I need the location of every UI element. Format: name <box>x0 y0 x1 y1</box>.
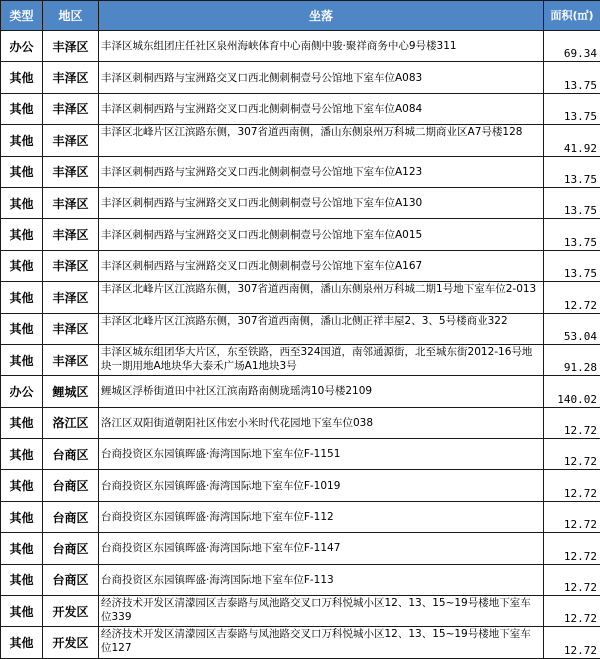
row-size-cell: 69.34 <box>544 31 600 62</box>
row-size-cell: 12.72 <box>544 282 600 313</box>
row-size-cell: 41.92 <box>544 125 600 156</box>
row-address-cell: 经济技术开发区清濛园区吉泰路与凤池路交叉口万科悦城小区12、13、15~19号楼地下室车位127 <box>99 627 544 658</box>
row-area-cell: 开发区 <box>43 627 99 658</box>
row-size-cell: 140.02 <box>544 376 600 407</box>
row-type-cell: 其他 <box>1 439 43 470</box>
row-type-cell: 其他 <box>1 282 43 313</box>
table-row <box>1 62 600 93</box>
header-type: 类型 <box>1 1 43 31</box>
row-size-cell: 12.72 <box>544 596 600 627</box>
row-type-cell: 其他 <box>1 627 43 658</box>
row-address-cell: 台商投资区东园镇晖盛·海湾国际地下室车位F-1019 <box>99 470 544 501</box>
table-row <box>1 533 600 564</box>
table-row <box>1 156 600 187</box>
row-area-cell: 丰泽区 <box>43 93 99 124</box>
row-area-cell: 开发区 <box>43 596 99 627</box>
row-size-cell: 91.28 <box>544 344 600 375</box>
row-area-cell: 丰泽区 <box>43 313 99 344</box>
row-address-cell: 丰泽区城东组团庄任社区泉州海峡体育中心南侧中骏·聚祥商务中心9号楼311 <box>99 31 544 62</box>
table-body <box>1 31 600 659</box>
row-area-cell: 丰泽区 <box>43 344 99 375</box>
row-type-cell: 办公 <box>1 376 43 407</box>
row-address-cell: 丰泽区刺桐西路与宝洲路交叉口西北侧刺桐壹号公馆地下室车位A167 <box>99 250 544 281</box>
row-type-cell: 其他 <box>1 407 43 438</box>
row-type-cell: 其他 <box>1 564 43 595</box>
row-type-cell: 其他 <box>1 533 43 564</box>
row-type-cell: 其他 <box>1 156 43 187</box>
row-area-cell: 丰泽区 <box>43 125 99 156</box>
row-address-cell: 洛江区双阳街道朝阳社区伟宏小米时代花园地下室车位038 <box>99 407 544 438</box>
row-size-cell: 12.72 <box>544 407 600 438</box>
row-size-cell: 12.72 <box>544 470 600 501</box>
row-address-cell: 台商投资区东园镇晖盛·海湾国际地下室车位F-112 <box>99 501 544 532</box>
row-area-cell: 台商区 <box>43 439 99 470</box>
row-size-cell: 12.72 <box>544 564 600 595</box>
table-row <box>1 313 600 344</box>
header-row <box>1 1 600 31</box>
row-size-cell: 12.72 <box>544 533 600 564</box>
row-address-cell: 丰泽区刺桐西路与宝洲路交叉口西北侧刺桐壹号公馆地下室车位A015 <box>99 219 544 250</box>
row-type-cell: 办公 <box>1 31 43 62</box>
table-row <box>1 219 600 250</box>
row-type-cell: 其他 <box>1 250 43 281</box>
row-address-cell: 经济技术开发区清濛园区吉泰路与凤池路交叉口万科悦城小区12、13、15~19号楼地下室车位339 <box>99 596 544 627</box>
header-address: 坐落 <box>99 1 544 31</box>
row-address-cell: 丰泽区刺桐西路与宝洲路交叉口西北侧刺桐壹号公馆地下室车位A084 <box>99 93 544 124</box>
row-area-cell: 台商区 <box>43 501 99 532</box>
row-area-cell: 台商区 <box>43 533 99 564</box>
row-address-cell: 丰泽区北峰片区江滨路东侧，307省道西南侧，潘山东侧泉州万科城二期1号地下室车位2-013 <box>99 282 544 313</box>
row-type-cell: 其他 <box>1 93 43 124</box>
row-size-cell: 13.75 <box>544 250 600 281</box>
row-size-cell: 53.04 <box>544 313 600 344</box>
row-type-cell: 其他 <box>1 219 43 250</box>
table-row <box>1 250 600 281</box>
row-address-cell: 台商投资区东园镇晖盛·海湾国际地下室车位F-113 <box>99 564 544 595</box>
table-row <box>1 407 600 438</box>
row-size-cell: 13.75 <box>544 187 600 218</box>
row-address-cell: 鲤城区浮桥街道田中社区江滨南路南侧珑瑶湾10号楼2109 <box>99 376 544 407</box>
table-row <box>1 470 600 501</box>
row-address-cell: 丰泽区北峰片区江滨路东侧，307省道西南侧，潘山东侧泉州万科城二期商业区A7号楼128 <box>99 125 544 156</box>
row-address-cell: 台商投资区东园镇晖盛·海湾国际地下室车位F-1147 <box>99 533 544 564</box>
row-type-cell: 其他 <box>1 596 43 627</box>
row-size-cell: 13.75 <box>544 93 600 124</box>
table-row <box>1 187 600 218</box>
row-area-cell: 丰泽区 <box>43 250 99 281</box>
table-row <box>1 93 600 124</box>
row-address-cell: 丰泽区城东组团华大片区，东至铁路，西至324国道，南邻通源街，北至城东街2012-16号地块一期用地A地块华大泰禾广场A1地块3号 <box>99 344 544 375</box>
table-row <box>1 501 600 532</box>
row-area-cell: 丰泽区 <box>43 62 99 93</box>
table-header <box>1 1 600 31</box>
row-type-cell: 其他 <box>1 313 43 344</box>
row-type-cell: 其他 <box>1 501 43 532</box>
table-row <box>1 282 600 313</box>
table-row <box>1 564 600 595</box>
row-type-cell: 其他 <box>1 187 43 218</box>
row-area-cell: 洛江区 <box>43 407 99 438</box>
row-address-cell: 丰泽区刺桐西路与宝洲路交叉口西北侧刺桐壹号公馆地下室车位A123 <box>99 156 544 187</box>
row-type-cell: 其他 <box>1 62 43 93</box>
header-area: 地区 <box>43 1 99 31</box>
row-area-cell: 丰泽区 <box>43 31 99 62</box>
header-size: 面积(㎡) <box>544 1 600 31</box>
table-row <box>1 31 600 62</box>
row-address-cell: 丰泽区刺桐西路与宝洲路交叉口西北侧刺桐壹号公馆地下室车位A083 <box>99 62 544 93</box>
row-area-cell: 丰泽区 <box>43 187 99 218</box>
table-row <box>1 439 600 470</box>
row-area-cell: 丰泽区 <box>43 156 99 187</box>
row-type-cell: 其他 <box>1 344 43 375</box>
row-address-cell: 台商投资区东园镇晖盛·海湾国际地下室车位F-1151 <box>99 439 544 470</box>
row-size-cell: 12.72 <box>544 627 600 658</box>
row-area-cell: 台商区 <box>43 564 99 595</box>
table-row <box>1 376 600 407</box>
table-row <box>1 344 600 375</box>
table-row <box>1 125 600 156</box>
row-size-cell: 13.75 <box>544 156 600 187</box>
row-address-cell: 丰泽区北峰片区江滨路东侧，307省道西南侧，潘山北侧正祥丰屋2、3、5号楼商业322 <box>99 313 544 344</box>
row-size-cell: 12.72 <box>544 501 600 532</box>
row-size-cell: 13.75 <box>544 219 600 250</box>
row-area-cell: 丰泽区 <box>43 282 99 313</box>
row-size-cell: 12.72 <box>544 439 600 470</box>
row-address-cell: 丰泽区刺桐西路与宝洲路交叉口西北侧刺桐壹号公馆地下室车位A130 <box>99 187 544 218</box>
table-row <box>1 596 600 627</box>
row-area-cell: 台商区 <box>43 470 99 501</box>
row-size-cell: 13.75 <box>544 62 600 93</box>
row-area-cell: 丰泽区 <box>43 219 99 250</box>
row-type-cell: 其他 <box>1 125 43 156</box>
row-area-cell: 鲤城区 <box>43 376 99 407</box>
row-type-cell: 其他 <box>1 470 43 501</box>
